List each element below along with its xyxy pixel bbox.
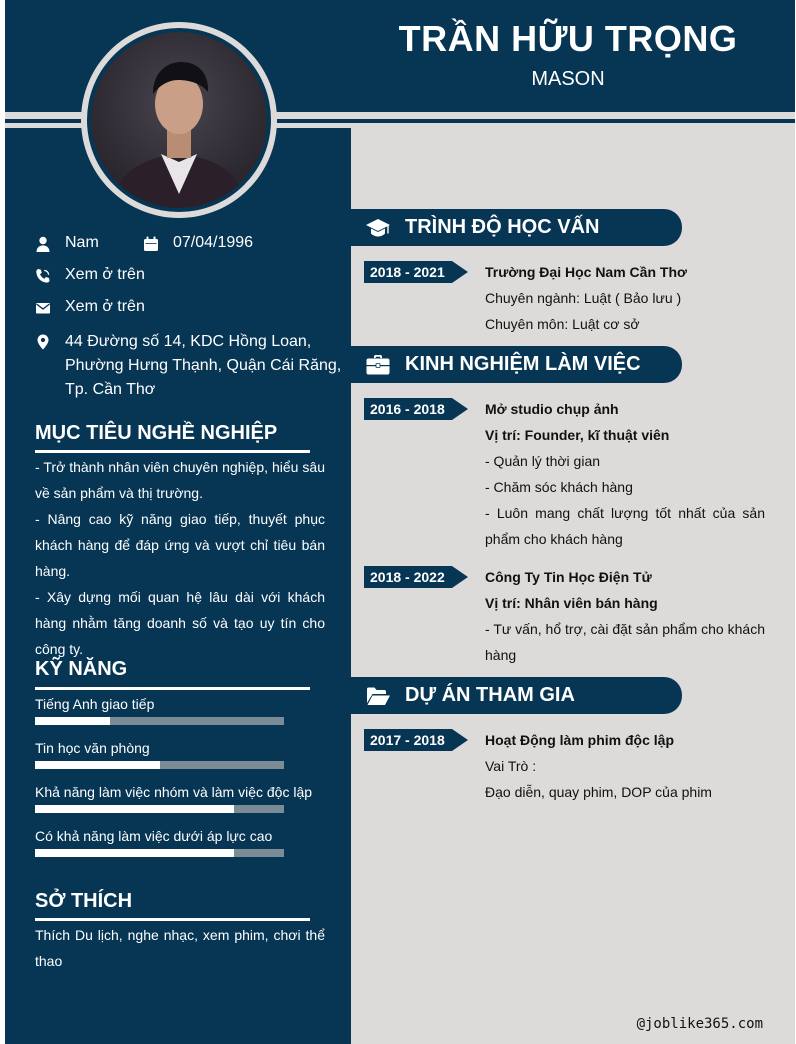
skill-bar xyxy=(35,717,284,725)
experience-entry xyxy=(485,396,765,552)
entry-line: Chuyên ngành: Luật ( Bảo lưu ) xyxy=(485,290,682,306)
envelope-icon xyxy=(35,300,51,318)
entry-role: Vị trí: Founder, kĩ thuật viên xyxy=(485,427,670,443)
entry-line: - Quản lý thời gian xyxy=(485,453,601,469)
job-title: MASON xyxy=(531,68,605,90)
skill-bar-fill xyxy=(35,805,234,813)
phone-row xyxy=(35,266,145,286)
gender-value: Nam xyxy=(65,234,99,251)
folder-open-icon xyxy=(365,683,391,709)
hobbies-text: Thích Du lịch, nghe nhạc, xem phim, chơi thể thao xyxy=(35,927,325,969)
entry-title: Công Ty Tin Học Điện Tử xyxy=(485,569,652,585)
address-line: Phường Hưng Thạnh, Quận Cái Răng, xyxy=(65,357,342,374)
education-banner xyxy=(351,209,682,246)
email-row xyxy=(35,298,145,318)
project-entry xyxy=(485,727,765,805)
period-label: 2017 - 2018 xyxy=(370,732,445,748)
skill-name: Khả năng làm việc nhóm và làm việc độc lập xyxy=(35,784,313,800)
skill-bar-fill xyxy=(35,761,160,769)
skill-bar xyxy=(35,849,284,857)
sidebar xyxy=(5,128,351,1044)
entry-line: - Luôn mang chất lượng tốt nhất của sản phẩm cho khách hàng xyxy=(485,505,765,547)
resume-page xyxy=(5,0,795,1044)
education-heading: TRÌNH ĐỘ HỌC VẤN xyxy=(405,216,600,238)
address-row xyxy=(35,330,341,402)
period-tag xyxy=(364,729,468,751)
period-label: 2016 - 2018 xyxy=(370,401,445,417)
footer-handle: @joblike365.com xyxy=(636,1016,763,1032)
phone-icon xyxy=(35,268,51,286)
briefcase-icon xyxy=(365,352,391,378)
period-label: 2018 - 2022 xyxy=(370,569,445,585)
projects-heading: DỰ ÁN THAM GIA xyxy=(405,684,575,706)
entry-line: - Chăm sóc khách hàng xyxy=(485,479,633,495)
skill-bar xyxy=(35,805,284,813)
objective-line: - Trở thành nhân viên chuyên nghiệp, hiểu sâu về sản phẩm và thị trường. xyxy=(35,459,325,501)
address-value xyxy=(65,330,341,402)
birthday-row xyxy=(143,234,253,254)
address-line: Tp. Cần Thơ xyxy=(65,381,156,398)
period-tag xyxy=(364,566,468,588)
objective-heading: MỤC TIÊU NGHỀ NGHIỆP xyxy=(35,422,278,444)
objective-rule xyxy=(35,450,310,453)
period-tag xyxy=(364,261,468,283)
skills-rule xyxy=(35,687,310,690)
address-line: 44 Đường số 14, KDC Hồng Loan, xyxy=(65,333,312,350)
projects-banner xyxy=(351,677,682,714)
avatar xyxy=(91,32,267,208)
entry-role: Vị trí: Nhân viên bán hàng xyxy=(485,595,658,611)
entry-title: Mở studio chụp ảnh xyxy=(485,401,619,417)
email-value: Xem ở trên xyxy=(65,298,145,315)
period-label: 2018 - 2021 xyxy=(370,264,445,280)
entry-line: - Tư vấn, hổ trợ, cài đặt sản phẩm cho khách hàng xyxy=(485,621,765,663)
experience-banner xyxy=(351,346,682,383)
graduation-cap-icon xyxy=(365,215,391,241)
skill-bar xyxy=(35,761,284,769)
skill-name: Có khả năng làm việc dưới áp lực cao xyxy=(35,828,273,844)
entry-line: Đạo diễn, quay phim, DOP của phim xyxy=(485,784,712,800)
entry-title: Trường Đại Học Nam Cần Thơ xyxy=(485,264,687,280)
avatar-portrait xyxy=(91,32,267,208)
entry-line: Chuyên môn: Luật cơ sở xyxy=(485,316,640,332)
experience-heading: KINH NGHIỆM LÀM VIỆC xyxy=(405,353,641,375)
hobbies-heading: SỞ THÍCH xyxy=(35,890,133,912)
entry-title: Hoạt Động làm phim độc lập xyxy=(485,732,675,748)
skill-bar-fill xyxy=(35,849,234,857)
skill-bar-fill xyxy=(35,717,110,725)
user-icon xyxy=(35,236,51,254)
objective-text xyxy=(35,454,325,662)
skill-name: Tin học văn phòng xyxy=(35,740,150,756)
hobbies-rule xyxy=(35,918,310,921)
experience-entry xyxy=(485,564,765,668)
skills-heading: KỸ NĂNG xyxy=(35,658,128,680)
entry-line: Vai Trò : xyxy=(485,758,537,774)
birthday-value: 07/04/1996 xyxy=(173,234,254,251)
gender-row xyxy=(35,234,99,254)
period-tag xyxy=(364,398,468,420)
education-entry xyxy=(485,259,765,337)
objective-line: - Xây dựng mối quan hệ lâu dài với khách hàng nhằm tăng doanh số và tạo uy tín cho công ty. xyxy=(35,589,325,657)
skill-name: Tiếng Anh giao tiếp xyxy=(35,696,155,712)
calendar-icon xyxy=(143,236,159,254)
phone-value: Xem ở trên xyxy=(65,266,145,283)
objective-line: - Nâng cao kỹ năng giao tiếp, thuyết phục khách hàng để đáp ứng và vượt chỉ tiêu bán hàng. xyxy=(35,511,325,579)
candidate-name: TRẦN HỮU TRỌNG xyxy=(398,18,738,59)
map-pin-icon xyxy=(35,334,51,352)
